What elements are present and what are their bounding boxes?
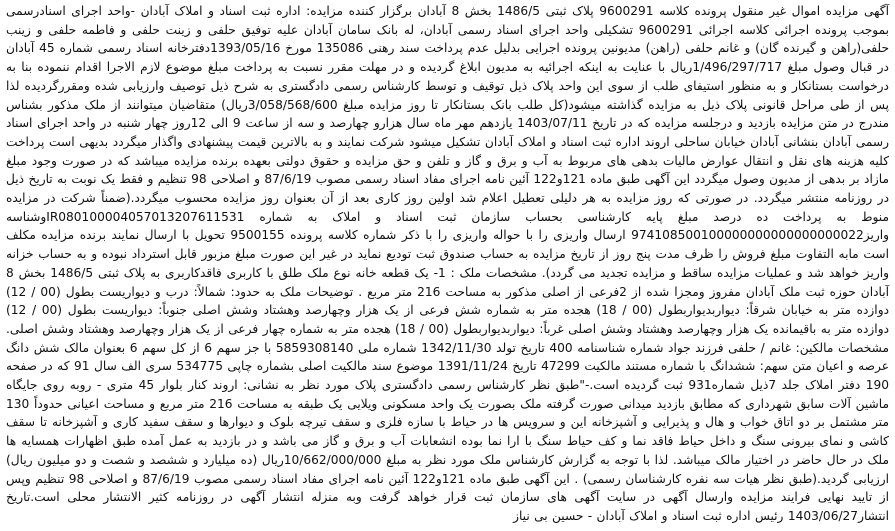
auction-notice-text: آگهی مزایده اموال غیر منقول پرونده کلاسه 9600291 پلاک ثبتی 1486/5 بخش 8 آبادان برگزار کننده مزایده: اداره ثبت اسناد و املاک آبادان -واحد اجرای اسنادرسمی بموجب پرونده اجرائی کلاسه اجرائی 9600291 تشکیلی واحد اجرای اسناد رسمی آبادان، له بانک سامان آبادان علیه توفیق حلفی و زینت حلفی و فاطمه حلفی و زینب حلفی(راهن و گیرنده گان) و غانم حلفی (راهن) مدیونین پرونده اجرایی بدلیل عدم پرداخت سند رهنی 135086 مورخ 1393/05/16دفترخانه اسناد رسمی شماره 45 آبادان در قبال وصول مبلغ 1/496/297/717ریال با عنایت به اینکه اجرائیه به مدیون ابلاغ گردیده و در مهلت مقرر نسبت به پرداخت مبلغ موضوع لازم الاجرا اقدام ننموده بنا به درخواست بستانکار و به منظور استیفای طلب از سوی این واحد پلاک ذیل توقیف و توسط کارشناس رسمی دادگستری به شرح ذیل توصیف وارزیابی شده ومقررگردیده لذا پس از طی مراحل قانونی پلاک ذیل به مزایده گذاشته میشود(کل طلب بانک بستانکار تا روز مزایده مبلغ 3/058/568/600ریال) متقاضیان میتوانند از ملک مذکور بشناس مندرج در متن مزایده بازدید و درجلسه مزایده که در تاریخ 1403/07/11 یازدهم مهر ماه سال هزارو چهارصد و سه از ساعت 9 الی 12روز چهار شنبه در واحد اجرای اسناد رسمی آبادان بنشانی آبادان خیابان ساحلی اروند اداره ثبت اسناد و املاک آبادان تشکیل میشود شرکت نمایند و به بالاترین قیمت پیشنهادی واگذار میگردد بدیهی است پرداخت کلیه هزینه های نقل و انتقال عوارض مالیات بدهی های مربوط به آب و برق و گاز و تلفن و حق مزایده و حقوق دولتی بعهده برنده مزایده میباشد که در صورت وجود مبلغ مازاد بر بدهی از مدیون وصول میگردد این آگهی طبق ماده 121و122 آئین نامه اجرای مفاد اسناد رسمی مصوب 87/6/19 و اصلاحی 98 تنظیم و فقط یک نوبت به تاریخ ذیل در روزنامه منتشر میگردد. در صورتی که روز مزایده به هر دلیلی تعطیل اعلام شد اولین روز کاری بعد از آن بعنوان روز مزایده محسوب میگردد.(ضمناً شرکت در مزایده منوط به پرداخت ده درصد مبلغ پایه کارشناسی بحساب سازمان ثبت اسناد و املاک به شماره IR080100004057013207611531وشناسه واریز974108500100000000000000000022 ارسال واریزی را با حواله واریزی را با ذکر شماره کلاسه پرونده 9500155 تحویل با ارسال نمایند برنده مزایده مکلف است مابه التفاوت مبلغ فروش را ظرف مدت پنج روز از تاریخ مزایده به حساب صندوق ثبت تودیع نماید در غیر این صورت مبلغ مزبور قابل استرداد نبوده و به حساب خزانه واریز خواهد شد و عملیات مزایده ساقط و مزایده تجدید می گردد). مشخصات ملک : 1- یک قطعه خانه نوع ملک طلق با کاربری فاقدکاربری به پلاک ثبتی 1486/5 بخش 8 آبادان حوزه ثبت ملک آبادان مفروز ومجزا شده از 2فرعی از اصلی مذکور به مساحت 216 متر مربع . توضیحات ملک به حدود: شمالاً: درب و دیواریست بطول (00 / 12) دوازده متر به خیابان شرقاً: دیواربدیواربطول (00 / 18) هجده متر به شماره شش فرعی از یک هزار وچهارصد وهشتاد وشش اصلی جنوباً: دیواریست بطول (00 / 12) دوازده متر به باقیمانده یک هزار وچهارصد وهشتاد وشش اصلی غرباً: دیواربدیواربطول (00 / 18) هجده متر به شماره چهار فرعی از یک هزار وچهارصد وهشتاد وشش اصلی. مشخصات مالکین: غانم / حلفی فرزند جواد شماره شناسنامه 400 تاریخ تولد 1342/11/30 شماره ملی 5859308140 با جز سهم 6 از کل سهم 6 بعنوان مالک شش دانگ عرصه و اعیان متن سهم: ششدانگ با شماره مستند مالکیت 47299 تاریخ 1391/11/24 موضوع سند مالکیت اصلی بشماره چاپی 534775 سری الف سال 91 که در صفحه 190 دفتر املاک جلد 7ذیل شماره931 ثبت گردیده است.-"طبق نظر کارشناس رسمی دادگستری پلاک مورد نظر به نشانی: اروند کنار بلوار 45 متری - روبه روی جایگاه ماشین آلات سابق شهرداری که مطابق بازدید میدانی صورت گرفته ملک بصورت یک واحد مسکونی ویلایی یک طبقه به مساحت 216 متر مربع و مساحت اعیانی حدوداً 130 متر مشتمل بر دو اتاق خواب و هال و پذیرایی و آشپزخانه این و سرویس ها در حیاط با سازه فلزی و سقف تیرچه بلوک و دیوارها و سقف سفید کاری و آشپزخانه تا سقف کاشی و نمای بیرونی سنگ و داخل حیاط فاقد نما و کف حیاط سنگ با ارا نما بوده انشعابات آب و برق و گاز می باشد و در بازدید به عمل آمده طبق اظهارات همسایه ها ملک در حال حاضر در اختیار مالک میباشد. لذا با توجه به گزارش کارشناس ملک مورد نظر به مبلغ 10/662/000/000ریال (ده میلیارد و ششصد و شصت و دو میلیون ریال) ارزیابی گردید.(طبق نظر هیات سه نفره کارشناسان رسمی) . این آگهی طبق ماده 121و122 آئین نامه اجرای مفاد اسناد رسمی مصوب 87/6/19 و اصلاحی 98 تنظیم وپس از تایید نهایی فرایند مزایده وارسال آگهی در سایت آگهی های سازمان ثبت قرار خواهد گرفت وبه منزله انتشار آگهی در روزنامه کثیر الانتشار محلی است.تاریخ انتشار1403/06/27 رئیس اداره ثبت اسناد و املاک آبادان - حسین بی نیاز — [6, 4, 890, 523]
